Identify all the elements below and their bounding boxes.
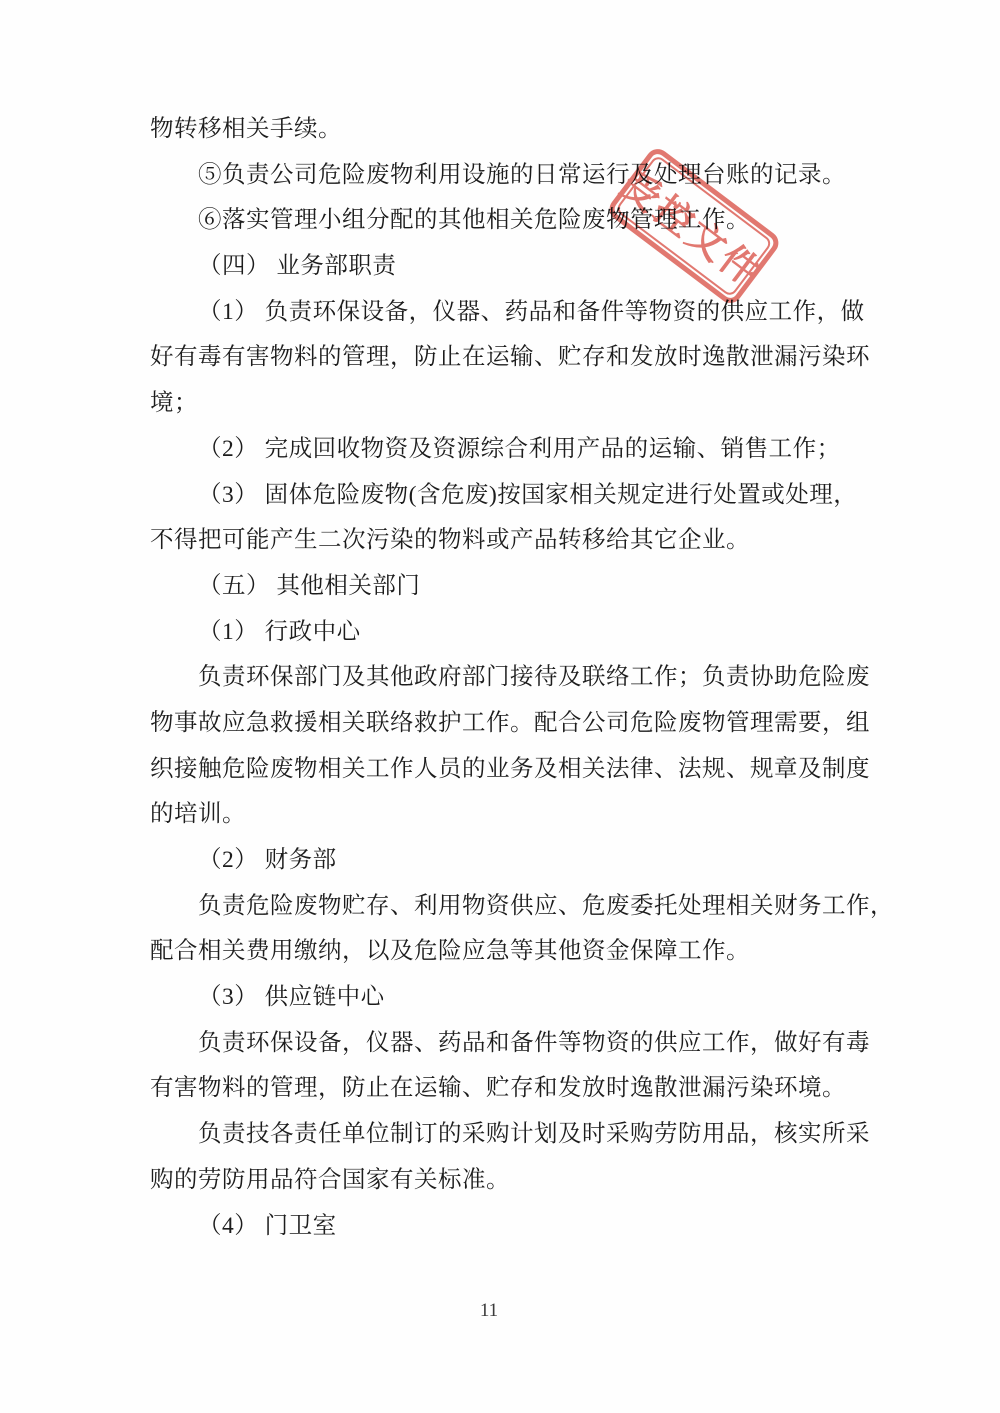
text-line: 的培训。 (150, 801, 246, 828)
text-line: 负责环保部门及其他政府部门接待及联络工作；负责协助危险废 (198, 664, 870, 691)
text-line: 负责危险废物贮存、利用物资供应、危废委托处理相关财务工作， (198, 892, 894, 919)
text-line: （2） 财务部 (198, 847, 337, 873)
text-line: （五） 其他相关部门 (198, 572, 421, 599)
text-line: （2） 完成回收物资及资源综合利用产品的运输、销售工作； (198, 435, 841, 462)
text-line: （3） 固体危险废物(含危废)按国家相关规定进行处置或处理， (198, 481, 858, 508)
page-number: 11 (479, 1300, 499, 1321)
document-lines (150, 107, 894, 1249)
text-line: 有害物料的管理，防止在运输、贮存和发放时逸散泄漏污染环境。 (150, 1075, 846, 1102)
text-line: （1） 行政中心 (198, 618, 361, 645)
stamp-label: 受控文件 (613, 163, 770, 296)
text-line: 物事故应急救援相关联络救护工作。配合公司危险废物管理需要，组 (150, 709, 870, 736)
text-line: （4） 门卫室 (198, 1212, 337, 1239)
text-line: 织接触危险废物相关工作人员的业务及相关法律、法规、规章及制度 (150, 755, 870, 782)
text-line: 境； (150, 390, 198, 417)
text-line: 配合相关费用缴纳，以及危险应急等其他资金保障工作。 (150, 938, 750, 965)
text-line: 好有毒有害物料的管理，防止在运输、贮存和发放时逸散泄漏污染环 (150, 344, 870, 371)
text-line: 负责环保设备，仪器、药品和备件等物资的供应工作，做好有毒 (198, 1029, 870, 1056)
text-line: ⑥落实管理小组分配的其他相关危险废物管理工作。 (198, 207, 750, 234)
text-line: （3） 供应链中心 (198, 984, 385, 1011)
text-line: ⑤负责公司危险废物利用设施的日常运行及处理台账的记录。 (198, 161, 846, 188)
text-line: （四） 业务部职责 (198, 253, 397, 280)
text-line: 购的劳防用品符合国家有关标准。 (150, 1166, 510, 1193)
text-line: （1） 负责环保设备，仪器、药品和备件等物资的供应工作，做 (198, 298, 865, 325)
text-line: 不得把可能产生二次污染的物料或产品转移给其它企业。 (150, 527, 750, 554)
text-line: 物转移相关手续。 (150, 116, 342, 142)
text-line: 负责技各责任单位制订的采购计划及时采购劳防用品，核实所采 (198, 1121, 870, 1148)
